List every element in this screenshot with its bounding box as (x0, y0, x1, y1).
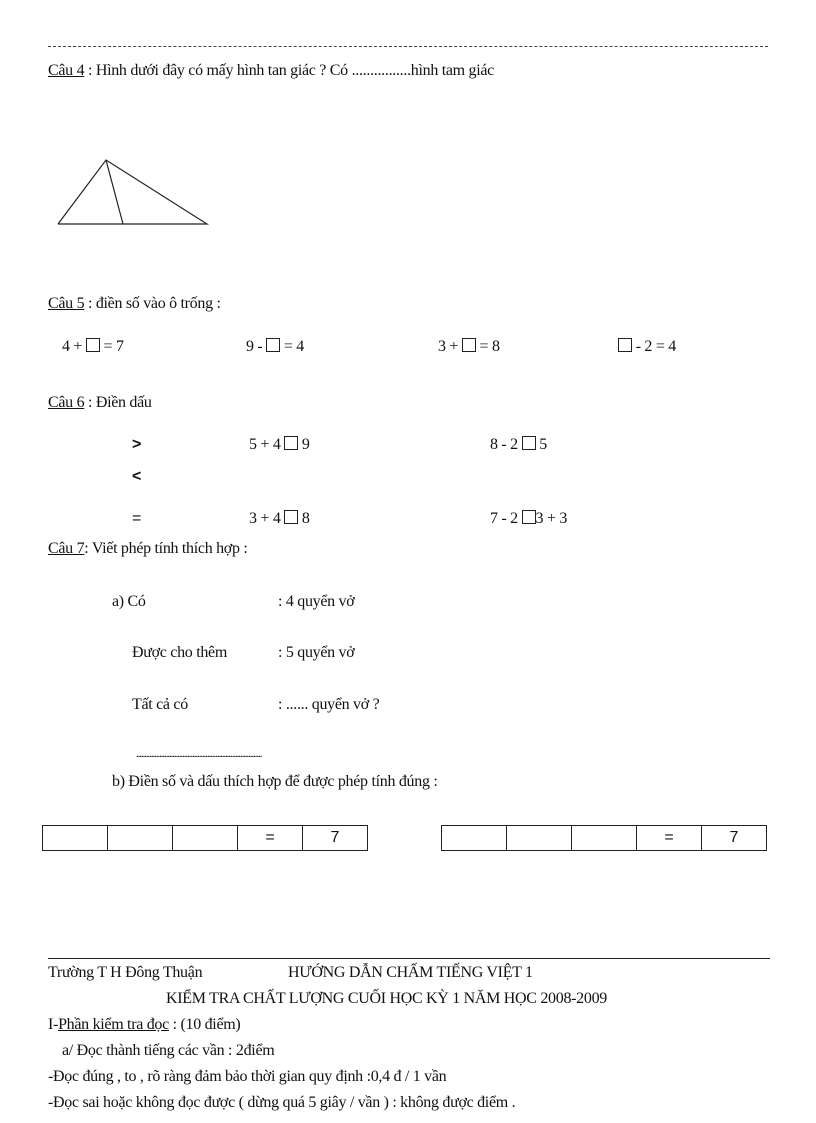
sign-equal: = (132, 510, 142, 527)
q5-expr-4 (618, 338, 676, 356)
blank-box[interactable] (522, 436, 536, 450)
grid-cell[interactable] (506, 825, 572, 851)
q6-r1-expr: 5 + 4 (249, 436, 281, 453)
q5-expr-1-right: = 7 (99, 338, 124, 355)
guide-line-b: -Đọc đúng , to , rõ ràng đảm bảo thời gian quy định :0,4 đ / 1 vần (48, 1068, 447, 1085)
question-5-label: Câu 5 (48, 295, 85, 312)
section-divider (48, 958, 770, 959)
q6-row-2-left (249, 510, 310, 528)
sign-less: < (132, 468, 142, 485)
question-4-text: : Hình dưới đây có mấy hình tan giác ? Có ................hình tam giác (84, 62, 494, 79)
question-6 (48, 394, 152, 412)
q7-a-value: : 4 quyển vở (278, 593, 355, 610)
q5-expr-3 (438, 338, 500, 356)
blank-box[interactable] (618, 338, 632, 352)
blank-box[interactable] (86, 338, 100, 352)
question-7 (48, 540, 248, 558)
grid-cell-result: 7 (302, 825, 368, 851)
q6-r2-expr-2: 7 - 2 (490, 510, 518, 527)
grid-cell-equals: = (237, 825, 303, 851)
guide-line-a: a/ Đọc thành tiếng các vần : 2điểm (62, 1042, 275, 1059)
q6-row-2-right (490, 510, 567, 528)
blank-box[interactable] (266, 338, 280, 352)
triangle-outline (58, 160, 207, 224)
blank-box[interactable] (284, 510, 298, 524)
answer-dotted-line: ............................................................................ (136, 748, 262, 760)
guide-title: HƯỚNG DẪN CHẤM TIẾNG VIỆT 1 (288, 964, 533, 981)
exam-subtitle: KIỂM TRA CHẤT LƯỢNG CUỐI HỌC KỲ 1 NĂM HỌC 2008-2009 (166, 990, 607, 1007)
q7-b-instruction: b) Điền số và dấu thích hợp để được phép tính đúng : (112, 773, 438, 790)
question-4-label: Câu 4 (48, 62, 85, 79)
blank-box[interactable] (462, 338, 476, 352)
q5-expr-1 (62, 338, 124, 356)
q5-expr-1-left: 4 + (62, 338, 83, 355)
q6-r1-expr-2: 8 - 2 (490, 436, 518, 453)
q7-b-label: Được cho thêm (132, 644, 227, 661)
q7-c-label: Tất cả có (132, 696, 188, 713)
dashed-separator (48, 46, 768, 47)
grid-cell-result: 7 (701, 825, 767, 851)
school-name: Trường T H Đông Thuận (48, 964, 203, 981)
q7-c-value: : ...... quyển vở ? (278, 696, 380, 713)
q6-row-1-right (490, 436, 547, 454)
q6-r2-expr: 3 + 4 (249, 510, 281, 527)
q6-r1-value: 9 (298, 436, 310, 453)
q6-row-1-left (249, 436, 310, 454)
sign-greater: > (132, 436, 142, 453)
q5-expr-3-right: = 8 (475, 338, 500, 355)
section-points: : (10 điểm) (168, 1016, 241, 1033)
blank-box[interactable] (522, 510, 536, 524)
q5-expr-4-right: - 2 = 4 (632, 338, 676, 355)
equation-grid-right (441, 825, 767, 851)
grid-cell[interactable] (42, 825, 108, 851)
q7-a-label: a) Có (112, 593, 146, 610)
triangle-figure (50, 155, 215, 230)
question-5 (48, 295, 221, 313)
question-7-text: : Viết phép tính thích hợp : (84, 540, 248, 557)
question-6-text: : Điền dấu (84, 394, 152, 411)
q5-expr-3-left: 3 + (438, 338, 459, 355)
section-heading (48, 1016, 240, 1034)
q5-expr-2 (246, 338, 304, 356)
section-prefix: I- (48, 1016, 59, 1033)
q7-b-value: : 5 quyển vở (278, 644, 355, 661)
question-5-text: : điền số vào ô trống : (84, 295, 221, 312)
q6-r2-value-2: 3 + 3 (535, 510, 568, 527)
grid-cell[interactable] (172, 825, 238, 851)
question-6-label: Câu 6 (48, 394, 85, 411)
grid-cell[interactable] (571, 825, 637, 851)
q6-r1-value-2: 5 (535, 436, 547, 453)
grid-cell[interactable] (441, 825, 507, 851)
q5-expr-2-right: = 4 (280, 338, 304, 355)
question-4 (48, 62, 494, 80)
q5-expr-2-left: 9 - (246, 338, 263, 355)
blank-box[interactable] (284, 436, 298, 450)
equation-grid-left (42, 825, 368, 851)
grid-cell[interactable] (107, 825, 173, 851)
q6-r2-value: 8 (298, 510, 310, 527)
grid-cell-equals: = (636, 825, 702, 851)
guide-line-c: -Đọc sai hoặc không đọc được ( dừng quá 5 giây / vần ) : không được điểm . (48, 1094, 516, 1111)
question-7-label: Câu 7 (48, 540, 85, 557)
section-label: Phần kiểm tra đọc (58, 1016, 169, 1033)
